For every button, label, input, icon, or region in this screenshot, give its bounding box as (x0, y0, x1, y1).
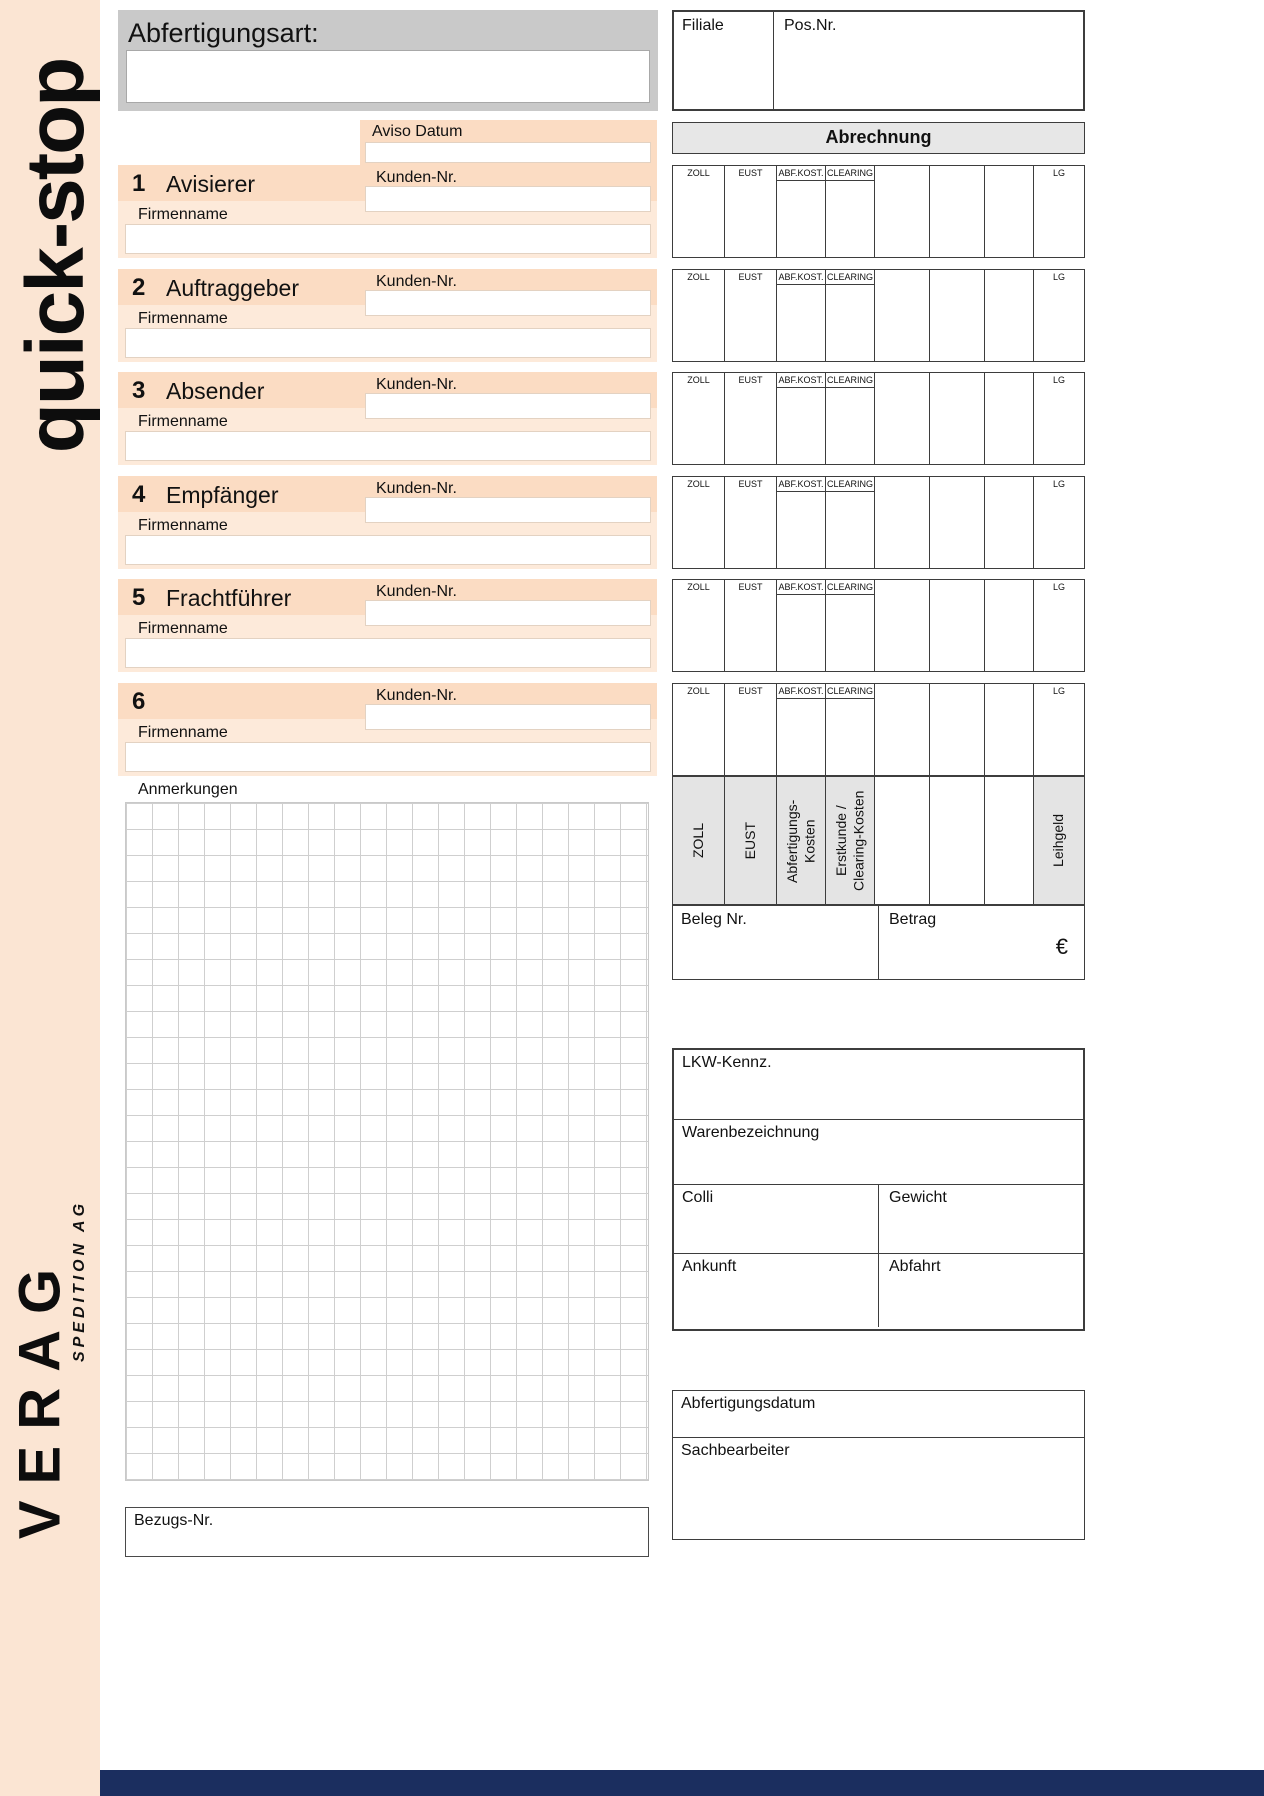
abrechnung-cell[interactable] (930, 684, 985, 775)
lkw-kennz-label: LKW-Kennz. (682, 1054, 772, 1071)
abrechnung-cell[interactable] (1034, 477, 1084, 568)
filiale-posnr-box (672, 10, 1085, 111)
column-header-label: LG (1052, 686, 1065, 696)
abrechnung-cell[interactable] (725, 477, 777, 568)
firmenname-input[interactable] (125, 742, 651, 772)
column-header-label: CLEARING (826, 684, 874, 699)
abrechnung-cell[interactable] (875, 580, 930, 671)
kunden-nr-label: Kunden-Nr. (376, 480, 457, 497)
column-header-label (985, 166, 1033, 168)
party-number: 5 (132, 584, 146, 611)
abrechnung-cell[interactable] (826, 684, 875, 775)
kunden-nr-label: Kunden-Nr. (376, 583, 457, 600)
column-header-label: ABF.KOST. (777, 270, 825, 285)
column-header-label (875, 684, 929, 686)
betrag-field[interactable] (879, 906, 1084, 979)
beleg-nr-field[interactable] (673, 906, 879, 979)
column-header-label: EUST (738, 375, 763, 385)
party-label: Absender (166, 378, 265, 404)
column-header-label: LG (1052, 168, 1065, 178)
column-header-label: EUST (738, 479, 763, 489)
abrechnung-cell[interactable] (777, 166, 826, 257)
column-header-label (985, 580, 1033, 582)
abrechnung-cell[interactable] (725, 166, 777, 257)
abrechnung-cell[interactable] (777, 684, 826, 775)
kunden-nr-input[interactable] (365, 704, 651, 730)
column-header-label: LG (1052, 272, 1065, 282)
firmenname-input[interactable] (125, 638, 651, 668)
firmenname-label: Firmenname (138, 724, 228, 741)
sachbearbeiter-field[interactable] (673, 1438, 1084, 1464)
column-header-label: ZOLL (687, 375, 710, 385)
abrechnung-cell[interactable] (875, 684, 930, 775)
kunden-nr-input[interactable] (365, 186, 651, 212)
abrechnung-cell[interactable] (826, 477, 875, 568)
footer-label-cell (985, 777, 1034, 904)
column-header-label (930, 166, 984, 168)
firmenname-input[interactable] (125, 431, 651, 461)
ankunft-field[interactable] (674, 1254, 879, 1327)
abrechnung-cell[interactable] (673, 166, 725, 257)
party-number: 3 (132, 377, 146, 404)
brand-logo: quick-stop (10, 58, 101, 454)
column-header-label (875, 373, 929, 375)
column-header-label (875, 166, 929, 168)
footer-label-cell (777, 777, 826, 904)
abfertigungsart-block (118, 10, 658, 111)
party-section-empfaenger (118, 476, 657, 569)
abrechnung-cell[interactable] (777, 477, 826, 568)
abfertigungsdatum-label: Abfertigungsdatum (681, 1395, 816, 1412)
warenbezeichnung-field[interactable] (674, 1120, 1083, 1185)
abrechnung-cell[interactable] (826, 270, 875, 361)
warenbezeichnung-label: Warenbezeichnung (682, 1124, 820, 1141)
abrechnung-cell[interactable] (985, 477, 1034, 568)
kunden-nr-input[interactable] (365, 290, 651, 316)
ankunft-label: Ankunft (682, 1258, 737, 1275)
column-header-label: ZOLL (687, 479, 710, 489)
abfertigungsdatum-field[interactable] (673, 1391, 1084, 1438)
sidebar (0, 0, 100, 1796)
abrechnung-cell[interactable] (875, 373, 930, 464)
firmenname-input[interactable] (125, 535, 651, 565)
party-number: 1 (132, 170, 146, 197)
kunden-nr-input[interactable] (365, 600, 651, 626)
abrechnung-cell[interactable] (1034, 373, 1084, 464)
party-section-frachtfuehrer (118, 579, 657, 672)
footer-label-cell (1034, 777, 1084, 904)
gewicht-field[interactable] (879, 1185, 1083, 1253)
abrechnung-footer-labels (672, 776, 1085, 905)
filiale-field[interactable] (674, 12, 774, 109)
abrechnung-cell[interactable] (985, 270, 1034, 361)
clearance-box (672, 1390, 1085, 1540)
party-label: Frachtführer (166, 585, 292, 611)
abrechnung-cell[interactable] (985, 166, 1034, 257)
party-section-absender (118, 372, 657, 465)
vertical-label: ZOLL (689, 822, 706, 858)
party-section-auftraggeber (118, 269, 657, 362)
column-header-label: EUST (738, 168, 763, 178)
abrechnung-row-6 (672, 683, 1085, 776)
aviso-datum-label: Aviso Datum (372, 123, 463, 140)
colli-label: Colli (682, 1189, 714, 1206)
abrechnung-cell[interactable] (930, 373, 985, 464)
column-header-label: ABF.KOST. (777, 166, 825, 181)
column-header-label (930, 684, 984, 686)
abrechnung-row-5 (672, 579, 1085, 672)
footer-label-cell (673, 777, 725, 904)
firmenname-input[interactable] (125, 328, 651, 358)
abfertigungsart-input[interactable] (126, 50, 650, 103)
column-header-label: CLEARING (826, 477, 874, 492)
column-header-label: LG (1052, 479, 1065, 489)
abrechnung-cell[interactable] (1034, 270, 1084, 361)
abrechnung-cell[interactable] (777, 580, 826, 671)
abrechnung-cell[interactable] (930, 580, 985, 671)
column-header-label (930, 373, 984, 375)
abrechnung-cell[interactable] (826, 166, 875, 257)
abrechnung-title: Abrechnung (672, 122, 1085, 154)
firmenname-label: Firmenname (138, 310, 228, 327)
column-header-label: CLEARING (826, 166, 874, 181)
abrechnung-cell[interactable] (826, 373, 875, 464)
column-header-label: EUST (738, 582, 763, 592)
company-name: VERAG (7, 1252, 73, 1540)
abrechnung-cell[interactable] (673, 684, 725, 775)
column-header-label: ABF.KOST. (777, 684, 825, 699)
abfahrt-label: Abfahrt (889, 1258, 941, 1275)
party-number: 2 (132, 274, 146, 301)
column-header-label: CLEARING (826, 270, 874, 285)
footer-label-cell (875, 777, 930, 904)
firmenname-label: Firmenname (138, 206, 228, 223)
column-header-label: ZOLL (687, 582, 710, 592)
column-header-label: LG (1052, 582, 1065, 592)
abrechnung-cell[interactable] (673, 373, 725, 464)
party-label: Avisierer (166, 171, 256, 197)
aviso-datum-block (360, 120, 657, 165)
column-header-label: EUST (738, 272, 763, 282)
betrag-label: Betrag (889, 911, 937, 928)
abrechnung-cell[interactable] (985, 373, 1034, 464)
kunden-nr-label: Kunden-Nr. (376, 169, 457, 186)
abrechnung-cell[interactable] (826, 580, 875, 671)
posnr-label: Pos.Nr. (784, 17, 837, 34)
abrechnung-cell[interactable] (875, 477, 930, 568)
party-section-6 (118, 683, 657, 776)
column-header-label: ABF.KOST. (777, 580, 825, 595)
abrechnung-row-1 (672, 165, 1085, 258)
abfertigungsart-label: Abfertigungsart: (128, 18, 319, 48)
vertical-label: Erstkunde / Clearing-Kosten (832, 790, 866, 891)
footer-label-cell (725, 777, 777, 904)
kunden-nr-input[interactable] (365, 393, 651, 419)
column-header-label: ZOLL (687, 168, 710, 178)
firmenname-label: Firmenname (138, 517, 228, 534)
anmerkungen-label: Anmerkungen (138, 781, 238, 798)
abrechnung-cell[interactable] (725, 580, 777, 671)
kunden-nr-label: Kunden-Nr. (376, 376, 457, 393)
column-header-label: LG (1052, 375, 1065, 385)
vertical-label: Leihgeld (1050, 814, 1067, 867)
lkw-kennz-field[interactable] (674, 1050, 1083, 1120)
party-label: Auftraggeber (166, 275, 299, 301)
column-header-label (875, 477, 929, 479)
abrechnung-cell[interactable] (1034, 166, 1084, 257)
column-header-label (930, 477, 984, 479)
anmerkungen-grid[interactable] (125, 802, 649, 1481)
column-header-label: CLEARING (826, 580, 874, 595)
ankunft-abfahrt-row (674, 1254, 1083, 1327)
bottom-bar (100, 1770, 1264, 1796)
abrechnung-row-3 (672, 372, 1085, 465)
abrechnung-cell[interactable] (777, 270, 826, 361)
column-header-label: ZOLL (687, 686, 710, 696)
column-header-label: EUST (738, 686, 763, 696)
colli-gewicht-row (674, 1185, 1083, 1254)
column-header-label: ABF.KOST. (777, 373, 825, 388)
footer-label-cell (930, 777, 985, 904)
posnr-field[interactable] (774, 12, 1083, 109)
euro-symbol: € (1055, 934, 1068, 959)
abfahrt-field[interactable] (879, 1254, 1083, 1327)
abrechnung-cell[interactable] (985, 580, 1034, 671)
firmenname-input[interactable] (125, 224, 651, 254)
column-header-label (985, 373, 1033, 375)
column-header-label (985, 684, 1033, 686)
abrechnung-cell[interactable] (725, 270, 777, 361)
company-subtitle: SPEDITION AG (71, 1199, 88, 1363)
sachbearbeiter-label: Sachbearbeiter (681, 1442, 790, 1459)
firmenname-label: Firmenname (138, 413, 228, 430)
colli-field[interactable] (674, 1185, 879, 1253)
bezugs-nr-label: Bezugs-Nr. (134, 1512, 214, 1529)
abrechnung-cell[interactable] (1034, 580, 1084, 671)
abrechnung-cell[interactable] (725, 684, 777, 775)
abrechnung-cell[interactable] (725, 373, 777, 464)
abrechnung-cell[interactable] (777, 373, 826, 464)
party-number: 6 (132, 688, 146, 715)
footer-label-cell (826, 777, 875, 904)
column-header-label (985, 270, 1033, 272)
abrechnung-cell[interactable] (1034, 684, 1084, 775)
abrechnung-cell[interactable] (930, 270, 985, 361)
beleg-nr-label: Beleg Nr. (681, 911, 747, 928)
party-section-avisierer (118, 165, 657, 258)
column-header-label: ABF.KOST. (777, 477, 825, 492)
column-header-label (875, 580, 929, 582)
abrechnung-cell[interactable] (985, 684, 1034, 775)
column-header-label (985, 477, 1033, 479)
abrechnung-cell[interactable] (673, 477, 725, 568)
kunden-nr-label: Kunden-Nr. (376, 687, 457, 704)
abrechnung-row-4 (672, 476, 1085, 569)
aviso-datum-input[interactable] (365, 142, 651, 163)
bezugs-nr-field[interactable] (125, 1507, 649, 1557)
party-label: Empfänger (166, 482, 279, 508)
column-header-label (930, 270, 984, 272)
gewicht-label: Gewicht (889, 1189, 947, 1206)
shipment-box (672, 1048, 1085, 1331)
vertical-label: EUST (741, 821, 758, 860)
vertical-label: Abfertigungs-Kosten (783, 798, 817, 883)
beleg-betrag-box (672, 905, 1085, 980)
abrechnung-cell[interactable] (875, 270, 930, 361)
abrechnung-row-2 (672, 269, 1085, 362)
firmenname-label: Firmenname (138, 620, 228, 637)
abrechnung-cell[interactable] (875, 166, 930, 257)
abrechnung-cell[interactable] (673, 270, 725, 361)
abrechnung-cell[interactable] (930, 166, 985, 257)
abrechnung-cell[interactable] (930, 477, 985, 568)
column-header-label: CLEARING (826, 373, 874, 388)
filiale-label: Filiale (682, 17, 724, 34)
party-number: 4 (132, 481, 146, 508)
kunden-nr-input[interactable] (365, 497, 651, 523)
column-header-label (930, 580, 984, 582)
column-header-label (875, 270, 929, 272)
column-header-label: ZOLL (687, 272, 710, 282)
kunden-nr-label: Kunden-Nr. (376, 273, 457, 290)
abrechnung-cell[interactable] (673, 580, 725, 671)
